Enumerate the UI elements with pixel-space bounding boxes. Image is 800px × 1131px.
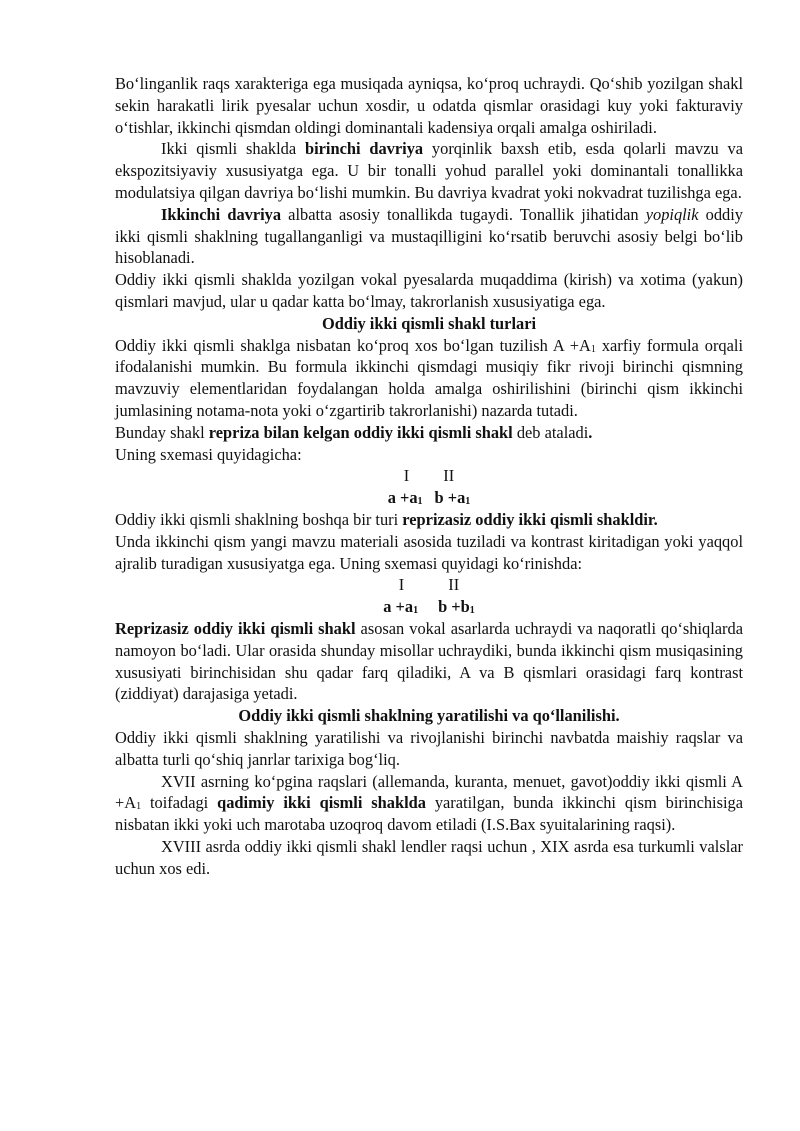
paragraph-3-text: albatta asosiy tonallikda tugaydi. Tonallik jihatidan <box>281 204 646 224</box>
paragraph-5 <box>115 335 743 422</box>
paragraph-6-period: . <box>588 422 593 442</box>
scheme-1-right: b +a <box>434 488 466 508</box>
paragraph-3 <box>115 204 743 269</box>
term-reprizasiz-shakl: reprizasiz oddiy ikki qismli shakldir. <box>402 509 658 529</box>
paragraph-7: Uning sxemasi quyidagicha: <box>115 444 302 464</box>
paragraph-12-text-rest: yaratilgan, bunda ikkinchi qism birinchisiga nisbatan ikki yoki uch marotaba uzoqroq davom etiladi (I.S.Bax syuitalarining raqsi). <box>115 793 744 835</box>
scheme-2 <box>115 574 743 618</box>
section-heading-2-text: Oddiy ikki qismli shaklning yaratilishi va qo‘llanilishi. <box>238 706 620 726</box>
paragraph-2-text-rest: yorqinlik baxsh etib, esda qolarli mavzu va ekspozitsiyaviy xususiyatga ega. U bir tonalli yohud parallel yoki dominantali tonallikka modulatsiya qilgan davriya bo‘lishi mumkin. Bu davriya kvadrat yoki nokvadrat tuzilishga ega. <box>115 139 744 202</box>
scheme-1-roman-2: II <box>443 466 455 486</box>
scheme-2-roman-1: I <box>398 575 405 595</box>
scheme-1-right-sub: 1 <box>465 496 471 508</box>
paragraph-4: Oddiy ikki qismli shaklda yozilgan vokal pyesalarda muqaddima (kirish) va xotima (yakun) qismlari mavjud, ular u qadar katta bo‘lmay, takrorlanish xususiyatiga ega. <box>115 270 743 311</box>
paragraph-2-text: Ikki qismli shaklda <box>161 139 305 159</box>
paragraph-1: Bo‘linganlik raqs xarakteriga ega musiqada ayniqsa, ko‘proq uchraydi. Qo‘shib yozilgan shakl sekin harakatli lirik pyesalar uchun xosdir, u odatda qismlar orasidagi kuy yoki fakturaviy o‘tishlar, ikkinchi qismdan oldingi dominantali kadensiya orqali amalga oshiriladi. <box>115 74 743 137</box>
scheme-1-formula-row <box>115 487 743 509</box>
paragraph-12 <box>115 771 743 836</box>
scheme-2-roman-2: II <box>448 575 460 595</box>
paragraph-6 <box>115 422 743 444</box>
scheme-1-left: a +a <box>387 488 418 508</box>
paragraph-6-text: Bunday shakl <box>115 422 209 442</box>
scheme-2-right-sub: 1 <box>469 605 475 617</box>
paragraph-10 <box>115 618 743 705</box>
paragraph-8 <box>115 509 743 531</box>
paragraph-8-text: Oddiy ikki qismli shaklning boshqa bir turi <box>115 509 403 529</box>
scheme-2-left: a +a <box>383 597 414 617</box>
paragraph-12-text-mid: toifadagi <box>141 793 218 813</box>
scheme-2-formula-row <box>115 596 743 618</box>
paragraph-5-text-rest: xarfiy formula orqali ifodalanishi mumkin. Bu formula ikkinchi qismdagi musiqiy fikr rivoji birinchi qismning mavzuviy elementlaridan foydalangan holda amalga oshirilishini (birinchi qism ikkinchi jumlasining notama-nota yoki o‘zgartirib takrorlanishi) nazarda tutadi. <box>115 335 743 420</box>
subscript: 1 <box>136 801 142 813</box>
paragraph-2 <box>115 138 743 203</box>
scheme-1-roman-row <box>115 465 743 487</box>
scheme-1-left-sub: 1 <box>417 496 423 508</box>
term-birinchi-davriya: birinchi davriya <box>304 139 424 159</box>
scheme-1 <box>115 465 743 509</box>
section-heading-2 <box>115 705 743 727</box>
term-yopiqlik: yopiqlik <box>645 204 699 224</box>
paragraph-6-text-rest: deb ataladi <box>512 422 589 442</box>
scheme-2-roman-row <box>115 574 743 596</box>
term-qadimiy-shakl: qadimiy ikki qismli shaklda <box>217 793 426 813</box>
paragraph-10-text: asosan vokal asarlarda uchraydi va naqoratli qo‘shiqlarda namoyon bo‘ladi. Ular orasida shunday misollar uchraydiki, bunda ikkinchi qism musiqasining xususiyati birinchisidan shu qadar farq qiladiki, A va B qismlari orasidagi farq kontrast (ziddiyat) darajasiga yetadi. <box>115 618 743 704</box>
document-body <box>115 73 743 879</box>
paragraph-11: Oddiy ikki qismli shaklning yaratilishi va rivojlanishi birinchi navbatda maishiy raqslar va albatta turli qo‘shiq janrlar tarixiga bog‘liq. <box>115 727 743 769</box>
term-ikkinchi-davriya: Ikkinchi davriya <box>161 204 282 224</box>
section-heading-1 <box>115 313 743 335</box>
scheme-2-right: b +b <box>438 597 470 617</box>
paragraph-9: Unda ikkinchi qism yangi mavzu materiali asosida tuziladi va kontrast kiritadigan yoki yaqqol ajralib turadigan xususiyatga ega. Uning sxemasi quyidagi ko‘rinishda: <box>115 531 743 573</box>
paragraph-5-text: Oddiy ikki qismli shaklga nisbatan ko‘proq xos bo‘lgan tuzilish A +A <box>115 335 591 355</box>
term-repriza-shakl: repriza bilan kelgan oddiy ikki qismli shakl <box>208 422 513 442</box>
subscript: 1 <box>590 343 596 355</box>
scheme-2-left-sub: 1 <box>413 605 419 617</box>
paragraph-13: XVIII asrda oddiy ikki qismli shakl lendler raqsi uchun , XIX asrda esa turkumli valslar uchun xos edi. <box>115 836 743 878</box>
section-heading-1-text: Oddiy ikki qismli shakl turlari <box>321 313 537 333</box>
paragraph-3-text-rest: oddiy ikki qismli shaklning tugallanganligi va mustaqilligini ko‘rsatib beruvchi asosiy belgi bo‘lib hisoblanadi. <box>115 204 743 268</box>
term-reprizasiz-oddiy: Reprizasiz oddiy ikki qismli shakl <box>115 618 356 638</box>
scheme-1-roman-1: I <box>403 466 410 486</box>
paragraph-12-text: XVII asrning ko‘pgina raqslari (allemanda, kuranta, menuet, gavot)oddiy ikki qismli A +A <box>115 771 743 813</box>
